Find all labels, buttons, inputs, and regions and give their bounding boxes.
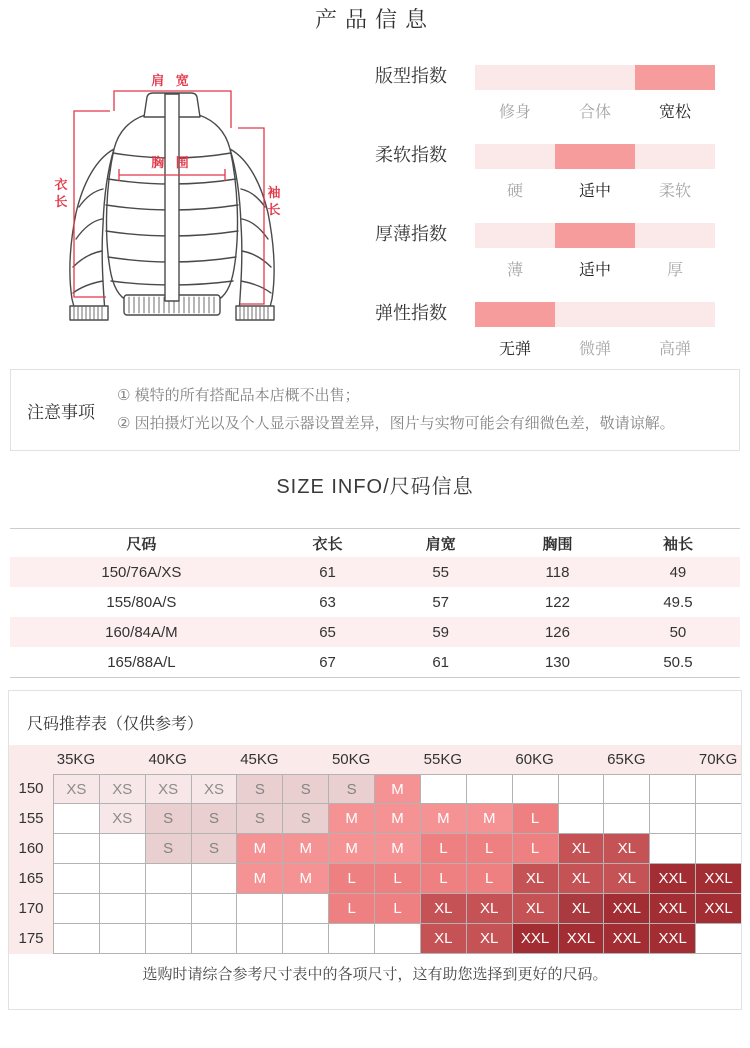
index-level-label: 适中 <box>578 262 611 279</box>
index-level-labels <box>475 257 715 280</box>
table-row <box>10 587 740 617</box>
index-bar-segment <box>475 144 555 169</box>
size-grid-cell: M <box>466 804 512 834</box>
size-info-heading: SIZE INFO/尺码信息 <box>276 476 474 498</box>
size-grid-cell: S <box>191 804 237 834</box>
size-grid-cell <box>512 774 558 804</box>
index-level-label: 适中 <box>578 183 611 200</box>
index-name: 版型指数 <box>375 66 447 86</box>
size-grid-cell <box>236 924 282 954</box>
height-label: 175 <box>9 924 53 954</box>
size-grid-cell: M <box>236 864 282 894</box>
index-level-label: 合体 <box>578 104 611 121</box>
size-grid-cell: S <box>328 774 374 804</box>
index-level-label: 厚 <box>666 262 683 279</box>
index-row <box>375 300 715 379</box>
size-grid-cell: XXL <box>695 894 741 924</box>
weight-label: 35KG <box>56 751 96 768</box>
size-table-cell: 126 <box>544 623 570 641</box>
weight-label: 70KG <box>698 751 738 768</box>
size-table-cell: 50.5 <box>663 653 693 671</box>
jacket-diagram-svg <box>48 56 333 352</box>
size-table-cell: 49.5 <box>663 593 693 611</box>
size-grid-cell: XS <box>99 774 145 804</box>
size-grid-cell <box>466 774 512 804</box>
index-bar-segment <box>555 144 635 169</box>
size-table-col-header: 肩宽 <box>425 535 456 553</box>
index-level-label: 宽松 <box>658 104 691 121</box>
size-grid-cell <box>53 804 99 834</box>
length-label: 衣长 <box>54 177 68 209</box>
size-grid-cell <box>99 864 145 894</box>
shoulder-width-label: 肩 宽 <box>151 73 193 88</box>
size-grid-cell: XL <box>466 894 512 924</box>
size-grid-cell: XL <box>603 834 649 864</box>
index-section <box>375 63 715 383</box>
index-level-label: 柔软 <box>658 183 691 200</box>
size-table-col-header: 衣长 <box>312 535 343 553</box>
size-grid-cell <box>374 924 420 954</box>
size-table-cell: 150/76A/XS <box>101 563 182 581</box>
size-grid-cell: XXL <box>603 894 649 924</box>
size-grid-cell: XL <box>558 864 604 894</box>
size-grid-cell <box>191 864 237 894</box>
size-grid-cell: L <box>374 894 420 924</box>
size-grid-cell <box>99 924 145 954</box>
size-grid-cell: L <box>374 864 420 894</box>
index-name: 弹性指数 <box>375 303 447 323</box>
size-grid-cell: M <box>282 834 328 864</box>
size-grid-cell: M <box>374 774 420 804</box>
size-table-cell: 59 <box>432 623 450 641</box>
size-table-cell: 67 <box>319 653 336 671</box>
size-table-cell: 122 <box>544 593 570 611</box>
size-grid-cell: M <box>282 864 328 894</box>
index-row <box>375 142 715 221</box>
size-grid-cell: XL <box>558 834 604 864</box>
size-grid-cell: L <box>328 864 374 894</box>
size-grid-cell <box>603 804 649 834</box>
table-row <box>10 617 740 647</box>
height-label: 160 <box>9 834 53 864</box>
size-grid-cell: M <box>236 834 282 864</box>
size-grid-cell: L <box>512 804 558 834</box>
size-grid-cell <box>99 894 145 924</box>
size-grid-cell: XS <box>191 774 237 804</box>
index-level-label: 修身 <box>498 104 531 121</box>
index-bar <box>475 65 715 90</box>
index-bar-segment <box>635 223 715 248</box>
size-grid-cell <box>558 774 604 804</box>
notes-box <box>10 369 740 451</box>
size-grid-cell <box>420 774 466 804</box>
height-label: 165 <box>9 864 53 894</box>
size-table-col-header: 袖长 <box>662 535 693 553</box>
note-line-2: ② 因拍摄灯光以及个人显示器设置差异，图片与实物可能会有细微色差，敬请谅解。 <box>117 415 675 432</box>
index-level-label: 硬 <box>506 183 523 200</box>
index-bar-segment <box>635 144 715 169</box>
size-grid-cell: M <box>420 804 466 834</box>
jacket-measurement-diagram <box>48 56 333 352</box>
size-grid-cell: XL <box>603 864 649 894</box>
size-grid-cell <box>558 804 604 834</box>
index-name: 柔软指数 <box>375 145 447 165</box>
size-table-col-header: 尺码 <box>126 535 157 553</box>
size-grid-cell <box>328 924 374 954</box>
size-grid-cell: XL <box>558 894 604 924</box>
size-grid-cell: M <box>374 834 420 864</box>
size-grid-cell: XXL <box>512 924 558 954</box>
size-grid-cell <box>53 864 99 894</box>
size-table-cell: 130 <box>544 653 570 671</box>
size-grid-cell: S <box>191 834 237 864</box>
index-bar <box>475 144 715 169</box>
index-bar <box>475 223 715 248</box>
index-bar-segment <box>555 223 635 248</box>
size-recommend-title: 尺码推荐表（仅供参考） <box>27 716 204 733</box>
size-grid-cell: XS <box>53 774 99 804</box>
index-level-label: 薄 <box>506 262 523 279</box>
size-grid-cell: M <box>374 804 420 834</box>
weight-header-row <box>9 745 741 774</box>
size-grid-cell: XXL <box>649 894 695 924</box>
size-table <box>10 528 740 678</box>
size-table-header-row <box>10 529 740 558</box>
size-grid-cell: L <box>328 894 374 924</box>
size-table-cell: 63 <box>319 593 336 611</box>
size-grid-cell <box>53 894 99 924</box>
size-grid-cell: L <box>420 864 466 894</box>
size-grid-cell: XS <box>145 774 191 804</box>
weight-label: 60KG <box>515 751 554 768</box>
notes-lines <box>117 382 675 438</box>
size-table-col-header: 胸围 <box>542 535 573 553</box>
size-grid-cell: XXL <box>649 864 695 894</box>
index-bar-segment <box>555 302 635 327</box>
height-label: 155 <box>9 804 53 834</box>
height-label: 170 <box>9 894 53 924</box>
size-grid-cell <box>649 774 695 804</box>
index-level-labels <box>475 336 715 359</box>
size-grid-cell <box>695 774 741 804</box>
size-grid-cell: XL <box>512 894 558 924</box>
size-grid-cell: XXL <box>603 924 649 954</box>
index-row <box>375 221 715 300</box>
weight-label: 45KG <box>240 751 279 768</box>
size-grid-cell <box>695 804 741 834</box>
sleeve-length-label: 袖长 <box>267 185 281 217</box>
size-grid-cell: L <box>420 834 466 864</box>
size-grid-cell <box>236 894 282 924</box>
table-row <box>10 557 740 587</box>
size-table-cell: 155/80A/S <box>106 593 177 611</box>
note-line-1: ① 模特的所有搭配品本店概不出售； <box>117 387 360 404</box>
size-table-cell: 50 <box>669 623 687 641</box>
weight-label: 55KG <box>423 751 463 768</box>
size-grid-cell: XXL <box>695 864 741 894</box>
size-table-cell: 55 <box>432 563 450 581</box>
size-grid-cell: XL <box>466 924 512 954</box>
index-bar-segment <box>475 302 555 327</box>
size-grid-cell: XL <box>420 924 466 954</box>
index-bar-segment <box>635 65 715 90</box>
size-grid-cell: L <box>466 864 512 894</box>
size-grid-cell: M <box>328 834 374 864</box>
index-level-label: 微弹 <box>578 341 611 358</box>
weight-label: 65KG <box>607 751 646 768</box>
size-grid-cell: M <box>328 804 374 834</box>
size-grid-cell: S <box>145 834 191 864</box>
index-name: 厚薄指数 <box>375 224 447 244</box>
size-grid-cell <box>145 894 191 924</box>
size-recommend-grid <box>9 774 741 954</box>
size-grid-cell <box>145 924 191 954</box>
index-bar-segment <box>475 223 555 248</box>
size-grid-cell: L <box>512 834 558 864</box>
index-row <box>375 63 715 142</box>
size-recommend-footnote: 选购时请综合参考尺寸表中的各项尺寸，这有助您选择到更好的尺码。 <box>142 966 608 983</box>
index-bar-segment <box>475 65 555 90</box>
size-grid-cell <box>53 834 99 864</box>
size-grid-cell <box>649 804 695 834</box>
size-grid-cell <box>282 894 328 924</box>
notes-label: 注意事项 <box>27 402 95 422</box>
page-title: 产品信息 <box>314 7 435 32</box>
size-table-cell: 57 <box>432 593 450 611</box>
size-grid-cell: S <box>282 774 328 804</box>
size-grid-cell <box>603 774 649 804</box>
index-bar <box>475 302 715 327</box>
size-recommend-box <box>8 690 742 1010</box>
size-grid-cell <box>649 834 695 864</box>
size-table-cell: 61 <box>319 563 336 581</box>
size-grid-cell: XXL <box>649 924 695 954</box>
size-grid-cell: L <box>466 834 512 864</box>
size-grid-cell <box>145 864 191 894</box>
size-grid-cell: XL <box>420 894 466 924</box>
height-label: 150 <box>9 774 53 804</box>
size-grid-cell <box>99 834 145 864</box>
table-row <box>10 647 740 678</box>
chest-label: 胸 围 <box>151 155 193 170</box>
size-table-cell: 65 <box>319 623 336 641</box>
size-table-cell: 49 <box>669 563 687 581</box>
size-grid-cell <box>282 924 328 954</box>
weight-label: 50KG <box>331 751 371 768</box>
size-grid-cell <box>695 924 741 954</box>
size-table-wrap <box>10 528 740 678</box>
index-bar-segment <box>635 302 715 327</box>
size-grid-cell: XL <box>512 864 558 894</box>
size-table-cell: 61 <box>432 653 450 671</box>
size-table-cell: 160/84A/M <box>105 623 178 641</box>
size-table-cell: 118 <box>545 563 570 581</box>
size-grid-cell: S <box>236 774 282 804</box>
size-grid-cell <box>695 834 741 864</box>
weight-label: 40KG <box>148 751 187 768</box>
jacket-zipper-placket <box>165 94 179 301</box>
size-grid-cell: S <box>282 804 328 834</box>
index-level-label: 无弹 <box>498 341 531 358</box>
size-grid-cell: S <box>236 804 282 834</box>
index-level-label: 高弹 <box>658 341 691 358</box>
index-bar-segment <box>555 65 635 90</box>
size-grid-cell: XS <box>99 804 145 834</box>
index-level-labels <box>475 178 715 201</box>
size-grid-cell <box>191 894 237 924</box>
index-level-labels <box>475 99 715 122</box>
size-grid-cell: S <box>145 804 191 834</box>
size-grid-cell <box>53 924 99 954</box>
size-grid-cell: XXL <box>558 924 604 954</box>
size-table-cell: 165/88A/L <box>107 653 176 671</box>
size-grid-cell <box>191 924 237 954</box>
